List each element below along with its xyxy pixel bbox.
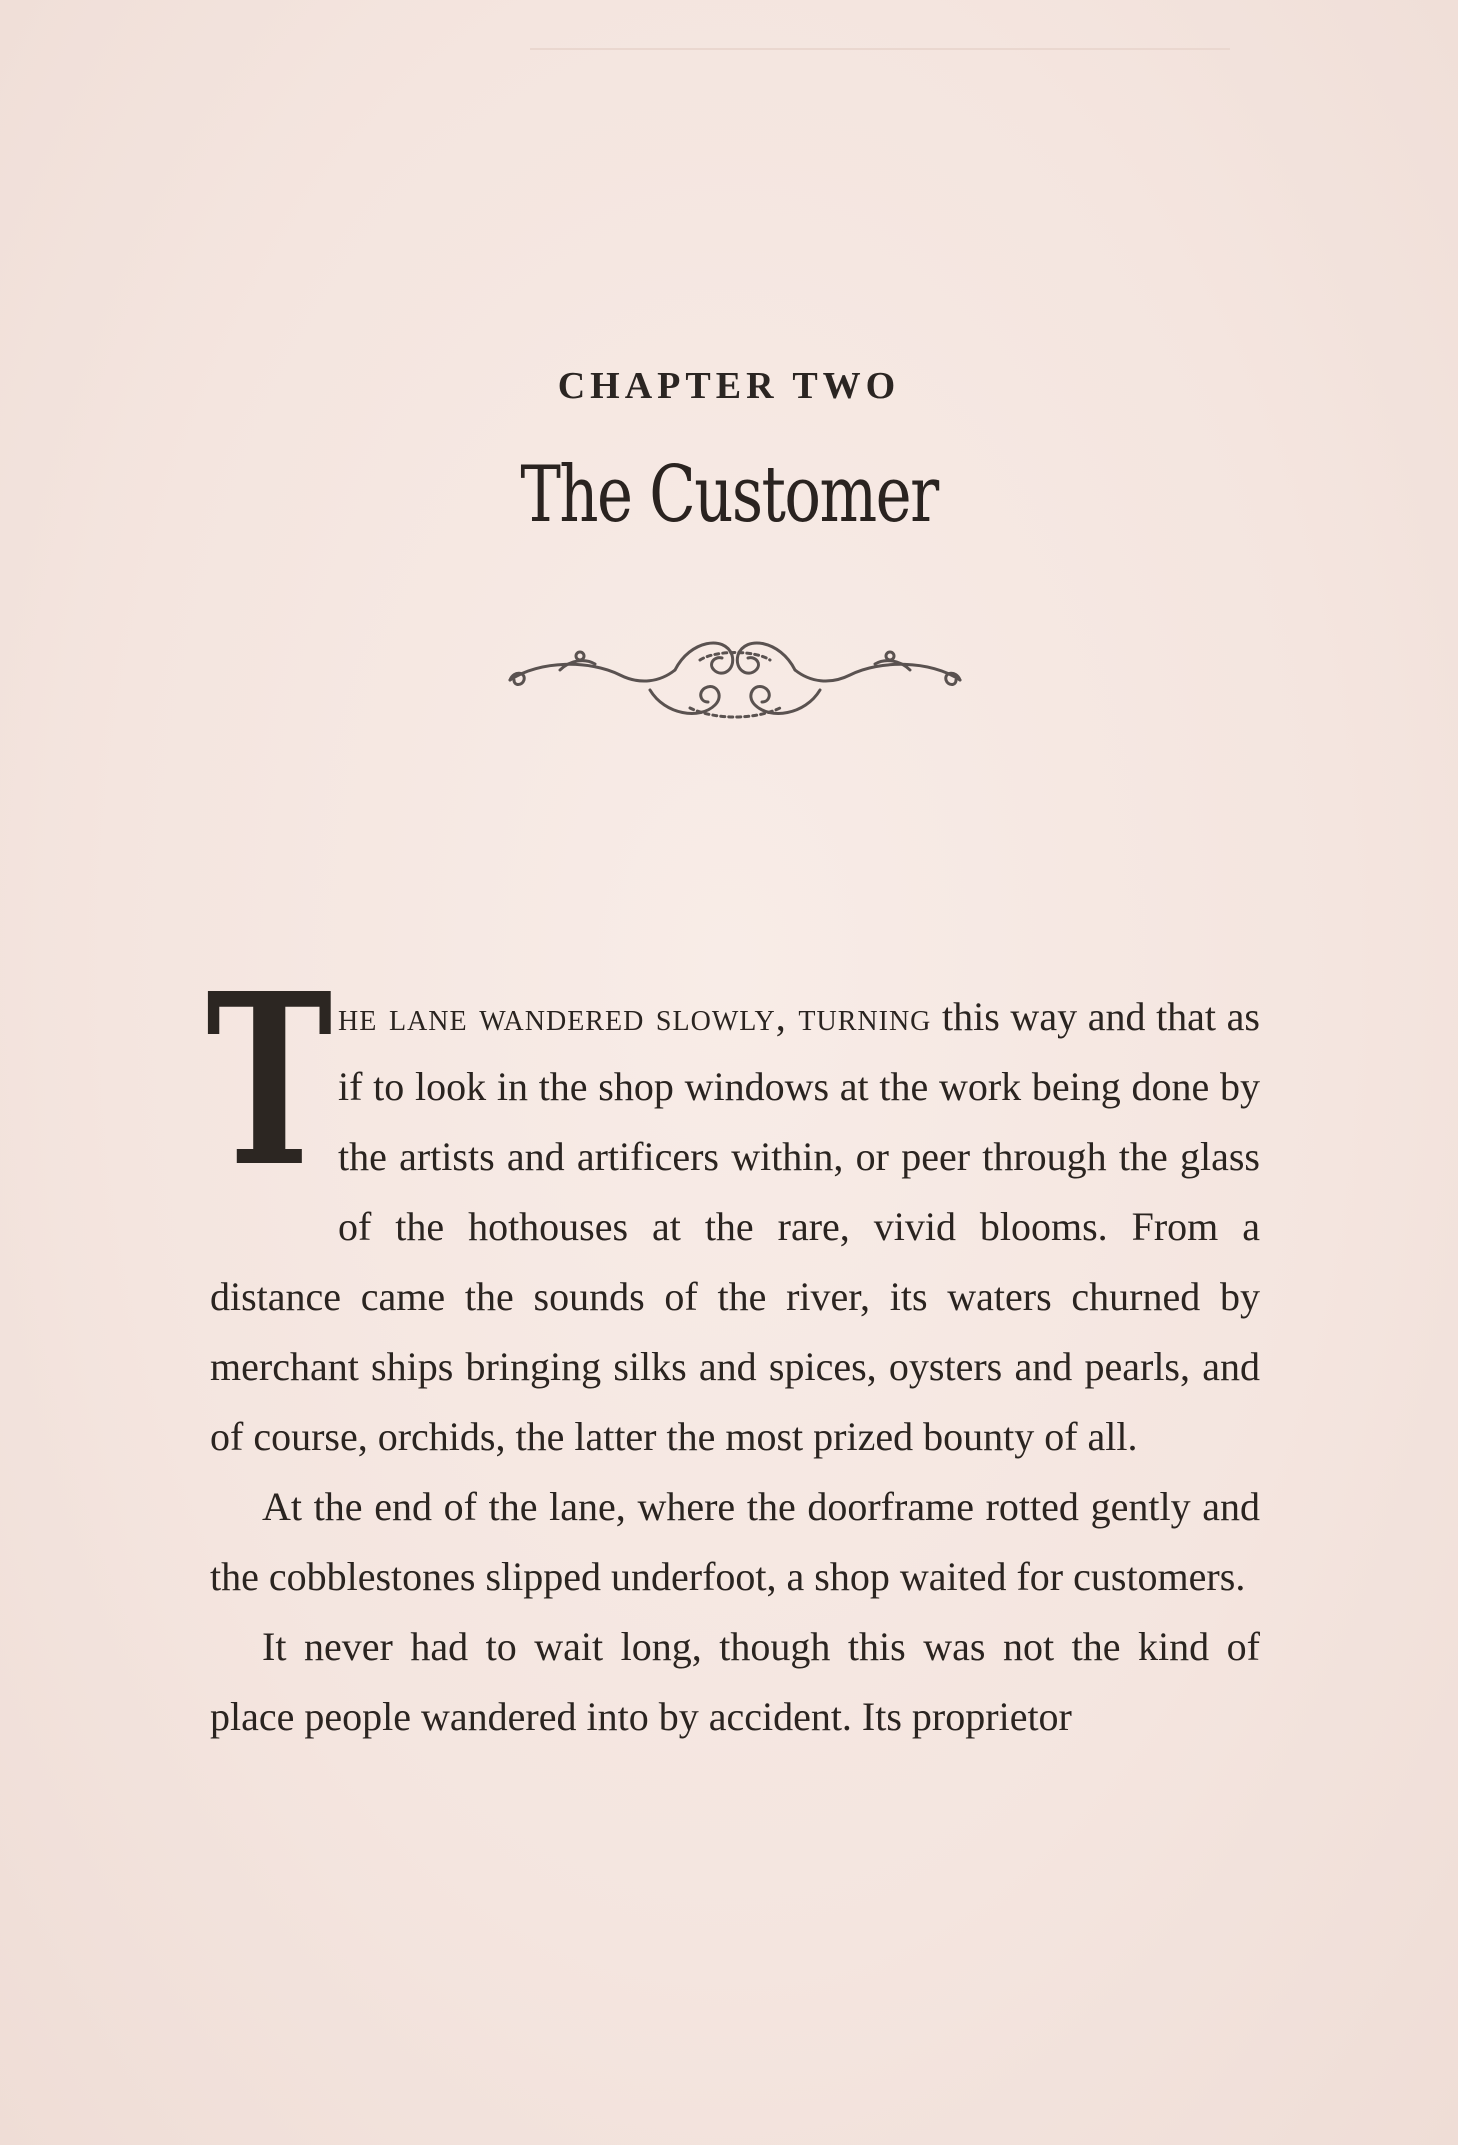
bleed-through-rule: [530, 48, 1230, 50]
chapter-label: CHAPTER TWO: [557, 365, 901, 407]
small-caps-lead: he lane wandered slowly, turning: [338, 994, 932, 1039]
flourish-ornament-icon: [500, 620, 970, 730]
drop-cap: T: [206, 941, 333, 1219]
paragraph: It never had to wait long, though this was not the kind of place people wandered into by accident. Its proprietor: [210, 1624, 1260, 1739]
opening-text: this way and that as if to look in the shop windows at the work being done by the artists and artificers within, or peer through the glass of the hothouses at the rare, vivid blooms. From a distance came the sounds of the river, its waters churned by merchant ships bringing silks and spices, oysters and pearls, and of course, orchids, the latter the most prized bounty of all.: [210, 994, 1260, 1459]
bleed-through-text: [210, 150, 1270, 220]
chapter-title: The Customer: [520, 450, 938, 540]
chapter-body: [206, 941, 1260, 1752]
paragraph: At the end of the lane, where the doorframe rotted gently and the cobblestones slipped underfoot, a shop waited for customers.: [210, 1484, 1260, 1599]
opening-paragraph: [206, 941, 1260, 1472]
